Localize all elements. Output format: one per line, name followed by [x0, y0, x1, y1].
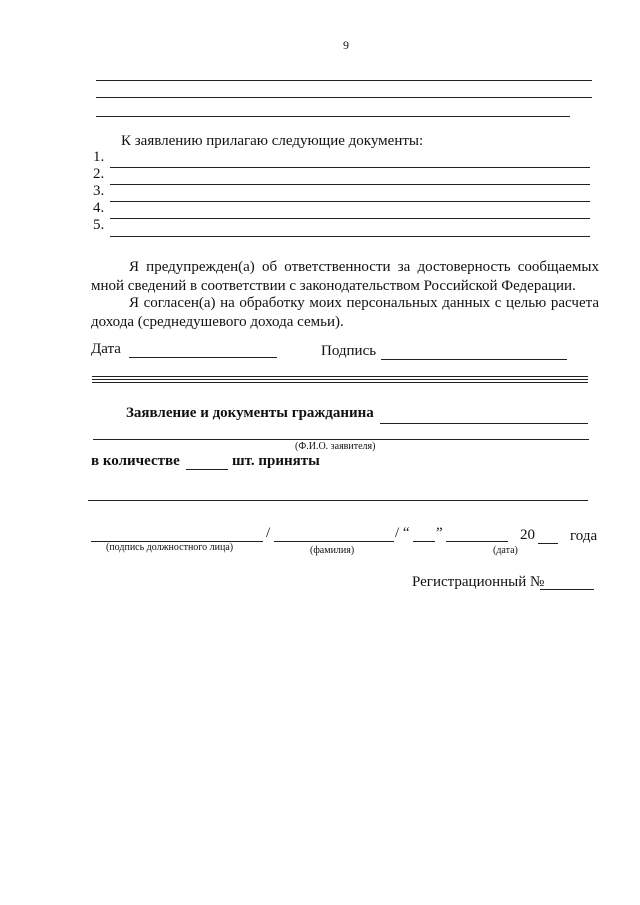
blank-line — [96, 116, 570, 117]
day-line[interactable] — [413, 541, 435, 542]
quantity-prefix: в количестве — [91, 453, 180, 469]
quote-close: ” — [436, 525, 443, 541]
caption-date: (дата) — [493, 545, 518, 556]
slash-separator-2: / “ — [395, 525, 410, 541]
caption-official: (подпись должностного лица) — [106, 542, 234, 553]
attachment-number-1: 1. — [93, 149, 105, 165]
fio-caption: (Ф.И.О. заявителя) — [295, 441, 376, 452]
citizen-name-line-2[interactable] — [93, 439, 589, 440]
surname-line[interactable] — [274, 541, 394, 542]
month-line[interactable] — [446, 541, 508, 542]
registration-label: Регистрационный № — [412, 574, 545, 590]
signature-label: Подпись — [321, 343, 377, 359]
blank-line — [88, 500, 588, 501]
attachment-line-3[interactable] — [110, 201, 590, 202]
attachment-number-2: 2. — [93, 166, 105, 182]
slash-separator-1: / — [266, 525, 271, 541]
date-line[interactable] — [129, 357, 277, 358]
page-number: 9 — [343, 38, 349, 52]
separator-line — [92, 379, 588, 380]
attachment-line-1[interactable] — [110, 167, 590, 168]
attachment-line-4[interactable] — [110, 218, 590, 219]
year-prefix: 20 — [520, 527, 535, 543]
quantity-suffix: шт. приняты — [232, 453, 320, 469]
caption-surname: (фамилия) — [310, 545, 355, 556]
attachment-number-5: 5. — [93, 217, 105, 233]
year-line[interactable] — [538, 543, 558, 544]
attachment-line-2[interactable] — [110, 184, 590, 185]
blank-line — [96, 97, 592, 98]
registration-line[interactable] — [540, 589, 594, 590]
accepted-heading: Заявление и документы гражданина — [126, 405, 374, 421]
separator-line — [92, 376, 588, 377]
quantity-line[interactable] — [186, 469, 228, 470]
blank-line — [96, 80, 592, 81]
date-label: Дата — [91, 341, 121, 357]
year-suffix: года — [570, 528, 598, 544]
signature-line[interactable] — [381, 359, 567, 360]
warning-paragraph: Я предупрежден(а) об ответственности за достоверность сообщаемых мной сведений в соответствии с законодательством Российской Федерации. — [91, 259, 599, 294]
attachments-heading: К заявлению прилагаю следующие документы: — [121, 133, 424, 149]
attachment-number-3: 3. — [93, 183, 105, 199]
citizen-name-line[interactable] — [380, 423, 588, 424]
consent-paragraph: Я согласен(а) на обработку моих персональных данных с целью расчета дохода (среднедушевого дохода семьи). — [91, 295, 599, 330]
separator-line — [92, 382, 588, 383]
attachment-number-4: 4. — [93, 200, 105, 216]
attachment-line-5[interactable] — [110, 236, 590, 237]
